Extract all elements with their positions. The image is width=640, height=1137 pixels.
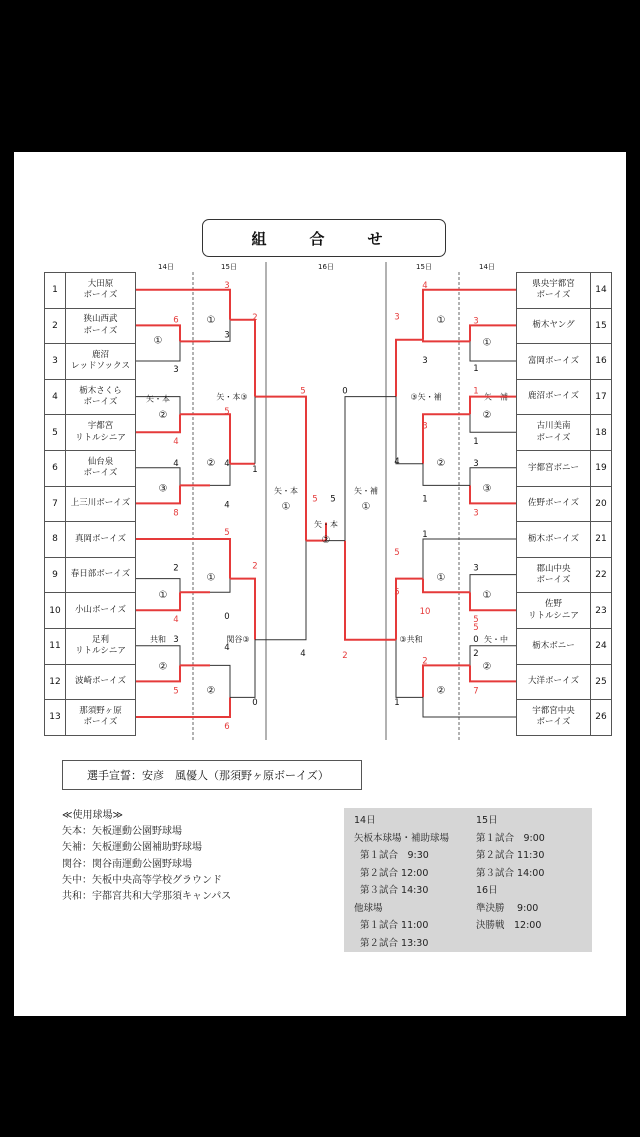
team-name: 富岡ボーイズ [528,355,579,366]
team-seed: 5 [45,415,66,450]
venue-label: 矢・本③ [216,392,248,402]
score-label: 4 [224,642,230,653]
team-name: 真岡ボーイズ [75,533,126,544]
schedule-right-column [476,812,545,935]
game-number: ③ [158,483,168,495]
round-date: 14日 [479,263,495,271]
score-label: 1 [422,494,428,505]
winner-path [423,579,470,593]
winner-path [396,340,423,397]
schedule-line: 他球場 [354,902,383,914]
team-name: 狭山西武 ボーイズ [83,314,118,336]
winner-path [423,414,470,464]
round-date: 14日 [158,263,174,271]
team-seed: 22 [590,558,611,593]
bracket-line [230,640,255,698]
team-seed: 8 [45,522,66,557]
score-label: 6 [224,722,230,732]
team-name: 春日部ボーイズ [70,569,131,580]
team-name: 古川美南 ボーイズ [536,421,571,443]
team-name: 仙台泉 ボーイズ [83,456,118,479]
venue-item: 矢補：矢板運動公園補助野球場 [62,842,202,854]
team-seed: 4 [45,380,66,415]
bracket-line [470,575,516,593]
team-seed: 17 [590,380,611,415]
round-date: 16日 [318,263,334,271]
venue-label: 矢・本 [274,486,298,496]
winner-path [136,697,230,717]
game-number: ② [482,661,492,673]
venue-item: 関谷：関谷南運動公園野球場 [62,858,192,870]
bracket-line [423,697,516,717]
schedule-line: 第３試合 14:30 [360,885,429,896]
winner-path [136,539,230,579]
schedule-line: 第３試合 14:00 [476,867,545,879]
game-number: ① [482,337,492,349]
venue-item: 共和：宇都宮共和大学那須キャンパス [62,891,232,903]
venue-item: 矢中：矢板中央高等学校グラウンド [62,874,222,886]
team-name: 波崎ボーイズ [75,676,126,687]
page-title: 組 合 せ [202,219,446,257]
winner-path [255,397,306,541]
venue-item: 矢本：矢板運動公園野球場 [62,826,182,838]
venue-label: 矢・中 [484,634,508,644]
score-label: 3 [473,508,479,519]
bracket-line [396,640,423,698]
team-name: 郡山中央 ボーイズ [536,563,571,586]
score-label: 4 [300,648,306,659]
winner-path [136,290,230,320]
score-label: 1 [252,464,258,475]
game-number: ② [158,661,168,673]
game-number: ① [206,572,216,584]
game-number: ② [206,685,216,697]
score-label: 4 [422,280,428,291]
player-oath: 選手宣誓：安彦 風優人（那須野ヶ原ボーイズ） [62,760,362,790]
score-label: 2 [252,561,258,572]
game-number: ① [206,314,216,326]
venue-label: 矢・本 [146,394,170,404]
score-label: 3 [224,280,230,291]
team-name: 足利 リトルシニア [75,634,126,657]
team-seed: 14 [590,273,611,308]
team-seed: 25 [590,665,611,700]
team-name: 小山ボーイズ [75,604,126,615]
venue-label: 矢・本 [314,520,338,529]
score-label: 5 [312,494,318,505]
team-seed: 15 [590,309,611,344]
team-seed: 21 [590,522,611,557]
team-seed: 3 [45,344,66,379]
score-label: 0 [342,386,348,397]
team-seed: 18 [590,415,611,450]
score-label: 3 [422,421,428,432]
score-label: 4 [173,615,179,626]
venue-label: ③共和 [399,634,423,644]
game-number: ② [482,410,492,422]
game-number: ① [281,501,291,513]
team-seed: 7 [45,487,66,522]
team-name: 宇都宮中央 ボーイズ [532,706,575,728]
team-name: 宇都宮ボニー [527,462,579,473]
schedule-line: 14日 [354,815,376,826]
team-name: 那須野ヶ原 ボーイズ [79,706,122,728]
team-name: 鹿沼 レッドソックス [71,350,130,372]
score-label: 4 [224,458,230,469]
winner-path [230,579,255,640]
game-number: ① [482,590,492,602]
team-name: 県央宇都宮 ボーイズ [532,278,575,301]
score-label: 10 [419,607,431,618]
score-label: 1 [422,530,428,540]
schedule-line: 16日 [476,885,498,896]
schedule-line: 15日 [476,815,498,826]
team-seed: 20 [590,487,611,522]
venue-list [62,808,231,905]
score-label: 1 [394,698,400,708]
score-label: 2 [342,650,348,661]
team-name: 栃木ボーイズ [528,533,579,544]
score-label: 1 [473,386,479,397]
game-number: ① [436,572,446,584]
game-number: ① [158,590,168,602]
venue-label: ③矢・補 [410,392,442,402]
bracket-line [345,397,396,541]
score-label: 2 [422,656,428,667]
winner-path [470,665,516,681]
game-number: ② [436,457,446,469]
bracket-line [470,341,516,361]
venue-label: 関谷③ [226,634,250,644]
score-label: 3 [473,458,479,469]
score-label: 2 [252,312,258,323]
score-label: 3 [173,634,179,645]
bracket-line [255,541,306,640]
winner-path [423,665,470,697]
team-seed: 23 [590,593,611,628]
schedule-line: 第２試合 13:30 [360,937,429,949]
schedule-box [344,808,592,952]
venue-label: 共和 [150,634,166,644]
team-name: 上三川ボーイズ [70,498,131,509]
winner-path [210,414,230,464]
game-number: ③ [482,483,492,495]
score-label: 0 [224,612,230,623]
score-label: 5 [473,623,479,634]
team-name: 宇都宮 リトルシニア [75,421,126,443]
score-label: 3 [473,563,479,574]
game-number: ① [436,314,446,326]
team-seed: 26 [590,700,611,735]
team-seed: 24 [590,629,611,664]
team-seed: 9 [45,558,66,593]
score-label: 5 [224,407,230,418]
game-number: ① [153,335,163,347]
score-label: 0 [473,634,479,645]
schedule-line: 第２試合 11:30 [476,850,545,861]
score-label: 3 [422,356,428,366]
score-label: 5 [394,587,400,598]
score-label: 4 [173,458,179,469]
schedule-line: 第１試合 11:00 [360,920,429,931]
bracket-line [396,397,423,464]
team-seed: 1 [45,273,66,308]
score-label: 0 [252,698,258,708]
score-label: 4 [173,437,179,448]
winner-path [345,541,396,640]
score-label: 1 [473,364,479,374]
score-label: 8 [173,508,179,519]
score-label: 2 [173,563,179,574]
score-label: 3 [173,365,179,375]
winner-path [230,320,255,397]
schedule-line: 第１試合 9:30 [360,850,429,861]
score-label: 3 [394,312,400,323]
score-label: 6 [173,315,179,326]
score-label: 3 [473,316,479,327]
bracket-line [470,468,516,486]
team-name: 栃木ヤング [532,320,575,331]
team-seed: 2 [45,309,66,344]
game-number: ① [361,501,371,513]
schedule-line: 第２試合 12:00 [360,867,429,879]
bracket-line [423,464,470,486]
score-label: 5 [330,494,336,505]
round-date: 15日 [221,263,237,271]
team-seed: 11 [45,629,66,664]
team-seed: 16 [590,344,611,379]
winner-path [470,325,516,341]
team-seed: 19 [590,451,611,486]
team-seed: 10 [45,593,66,628]
score-label: 5 [173,686,179,697]
venue-label: 矢・補 [354,486,378,496]
team-name: 大洋ボーイズ [528,676,579,687]
game-number: ② [158,410,168,422]
score-label: 4 [394,456,400,467]
schedule-line: 矢板本球場・補助球場 [354,832,450,844]
bracket-line [470,414,516,432]
game-number: ② [321,535,331,546]
round-date: 15日 [416,263,432,271]
score-label: 5 [473,615,479,626]
team-seed: 6 [45,451,66,486]
winner-path [470,592,516,610]
team-seed: 12 [45,665,66,700]
team-name: 鹿沼ボーイズ [528,391,579,402]
team-seed: 13 [45,700,66,735]
score-label: 5 [224,528,230,538]
team-name: 佐野 リトルシニア [528,599,579,621]
score-label: 2 [473,648,479,659]
venue-label: 矢・補 [484,392,508,402]
team-name: 大田原 ボーイズ [83,278,118,301]
score-label: 1 [473,437,479,448]
game-number: ② [206,457,216,469]
score-label: 4 [224,500,230,511]
score-label: 5 [394,548,400,558]
score-label: 3 [224,330,230,341]
venue-heading: ≪使用球場≫ [62,810,123,821]
schedule-line: 決勝戦 12:00 [476,920,542,931]
schedule-line: 第１試合 9:00 [476,832,545,844]
team-name: 佐野ボーイズ [528,498,579,509]
score-label: 5 [300,386,306,397]
game-number: ② [436,685,446,697]
schedule-line: 準決勝 9:00 [476,902,539,914]
score-label: 7 [473,686,479,697]
winner-path [423,340,470,342]
schedule-left-column [354,812,449,952]
team-name: 栃木ボニー [532,640,575,651]
team-name: 栃木さくら ボーイズ [79,385,122,408]
winner-path [470,485,516,503]
